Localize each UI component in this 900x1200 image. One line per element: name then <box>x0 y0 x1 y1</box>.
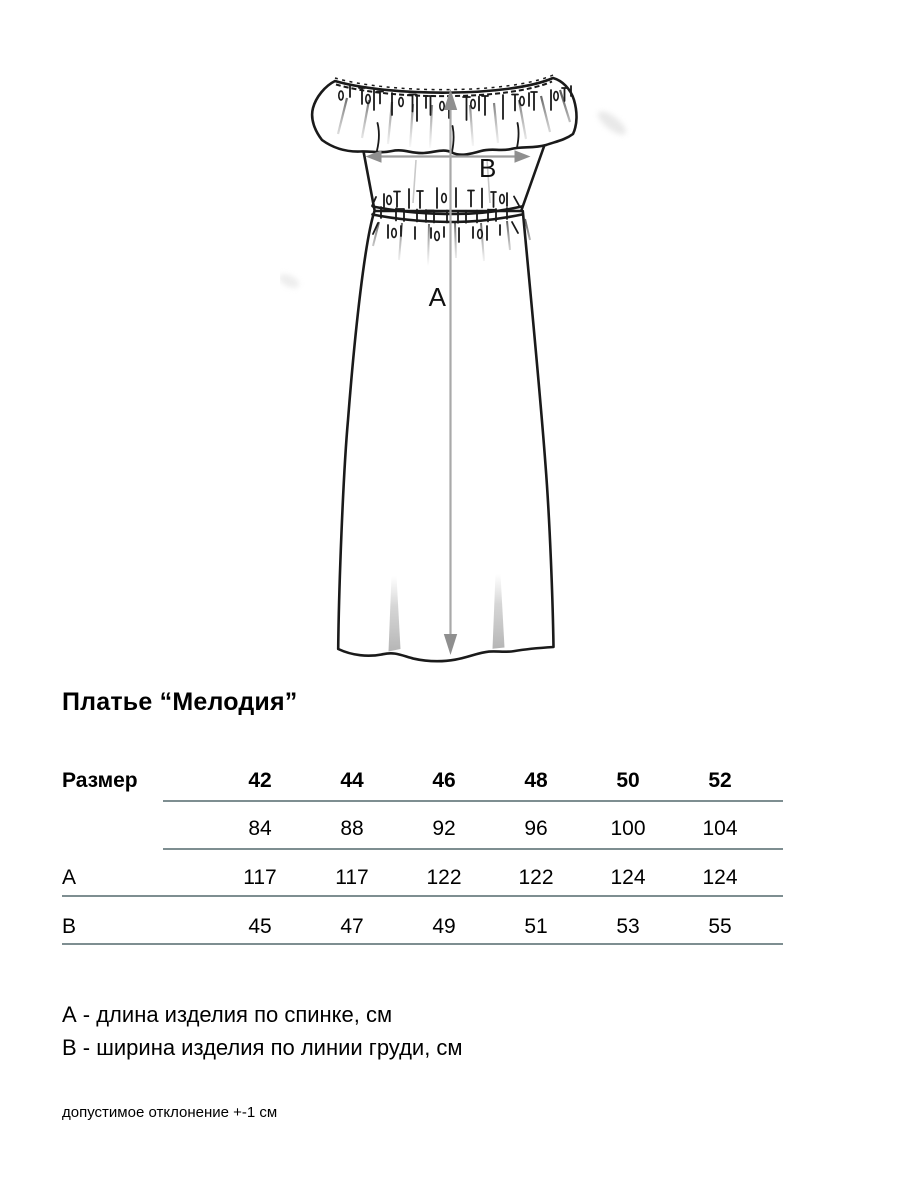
size-row-chest <box>62 817 766 841</box>
size-value-cell: 55 <box>708 915 732 938</box>
size-value-cell: 51 <box>524 915 548 938</box>
size-header-cell: 50 <box>616 769 640 792</box>
measurement-legend <box>62 998 463 1064</box>
size-value-cell: 47 <box>340 915 364 938</box>
row-label <box>62 817 214 841</box>
size-header-cell: 48 <box>524 769 548 792</box>
dress-skirt <box>338 211 553 661</box>
size-table <box>62 765 783 957</box>
legend-line-a: А - длина изделия по спинке, см <box>62 1002 393 1027</box>
size-header-cell: 42 <box>248 769 272 792</box>
size-header-cell: 46 <box>432 769 456 792</box>
size-value-cell: 88 <box>340 817 364 840</box>
size-value-cell: 84 <box>248 817 272 840</box>
measure-label-b: B <box>479 153 497 183</box>
size-table-header-label: Размер <box>62 769 138 792</box>
size-row-header <box>62 769 766 793</box>
dress-technical-drawing <box>280 48 640 670</box>
size-header-cell: 44 <box>340 769 364 792</box>
size-value-cell: 45 <box>248 915 272 938</box>
size-value-cell: 122 <box>426 866 462 889</box>
product-title: Платье “Мелодия” <box>62 688 298 716</box>
size-value-cell: 100 <box>610 817 646 840</box>
size-header-cell: 52 <box>708 769 732 792</box>
row-label: В <box>62 915 77 938</box>
size-value-cell: 124 <box>702 866 738 889</box>
table-rule <box>163 848 783 850</box>
size-value-cell: 96 <box>524 817 548 840</box>
size-value-cell: 124 <box>610 866 646 889</box>
arrowhead-right-icon <box>515 150 531 163</box>
size-row-length-a <box>62 866 766 890</box>
measure-b-arrow <box>366 150 531 183</box>
table-rule <box>62 895 783 897</box>
tolerance-note: допустимое отклонение +-1 см <box>62 1104 278 1121</box>
table-rule <box>62 943 783 945</box>
measure-label-a: A <box>428 282 446 312</box>
size-value-cell: 117 <box>335 866 369 889</box>
size-value-cell: 92 <box>432 817 456 840</box>
table-rule <box>163 800 783 802</box>
size-value-cell: 117 <box>243 866 277 889</box>
shadow-smudge <box>595 107 630 138</box>
size-value-cell: 53 <box>616 915 640 938</box>
dress-ruffle <box>312 75 576 155</box>
shadow-smudge <box>280 271 301 290</box>
size-value-cell: 49 <box>432 915 456 938</box>
legend-line-b: В - ширина изделия по линии груди, см <box>62 1035 463 1060</box>
row-label: А <box>62 866 77 889</box>
size-value-cell: 122 <box>518 866 554 889</box>
size-row-width-b <box>62 915 766 939</box>
size-value-cell: 104 <box>702 817 738 840</box>
